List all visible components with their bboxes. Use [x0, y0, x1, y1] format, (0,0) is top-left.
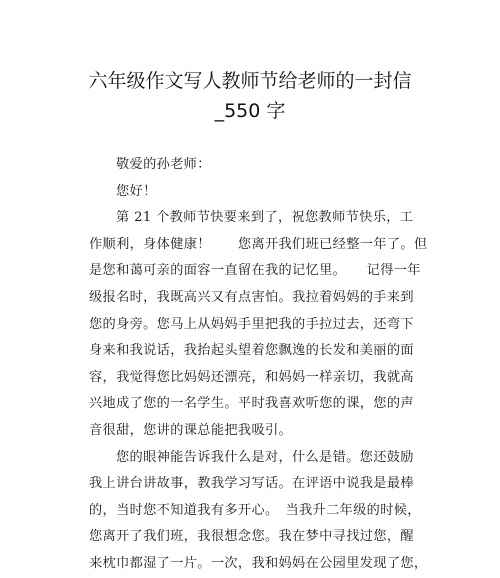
body-line: 兴地成了您的一名学生。平时我喜欢听您的课，您的声 [89, 396, 414, 412]
title-line-2: _550 字 [214, 100, 286, 122]
body-line: 您离开了我们班，我很想念您。我在梦中寻找过您，醒 [89, 529, 414, 545]
body-line: 我上讲台讲故事，教我学习写话。在评语中说我是最棒 [89, 476, 414, 492]
body-line: 您的身旁。您马上从妈妈手里把我的手拉过去，还弯下 [89, 316, 414, 332]
body-line: 您的眼神能告诉我什么是对，什么是错。您还鼓励 [116, 449, 414, 465]
document-title [60, 66, 440, 126]
letter-body [89, 152, 428, 578]
body-line: 容，我觉得您比妈妈还漂亮，和妈妈一样亲切，我就高 [89, 369, 414, 385]
body-line: 作顺利，身体健康！ 您离开我们班已经整一年了。但 [89, 236, 428, 252]
body-line: 第 21 个教师节快要来到了，祝您教师节快乐，工 [116, 210, 414, 226]
greeting: 您好！ [116, 183, 157, 199]
body-line: 的，当时您不知道我有多开心。 当我升二年级的时候， [89, 502, 421, 518]
body-line: 身来和我说话，我抬起头望着您飘逸的长发和美丽的面 [89, 343, 414, 359]
body-line: 是您和蔼可亲的面容一直留在我的记忆里。 记得一年 [89, 263, 421, 279]
salutation: 敬爱的孙老师： [116, 157, 211, 172]
body-line: 级报名时，我既高兴又有点害怕。我拉着妈妈的手来到 [89, 289, 414, 305]
body-line: 来枕巾都湿了一片。一次，我和妈妈在公园里发现了您， [89, 555, 428, 571]
body-line: 音很甜，您讲的课总能把我吸引。 [89, 422, 293, 438]
title-line-1: 六年级作文写人教师节给老师的一封信 [88, 70, 412, 92]
